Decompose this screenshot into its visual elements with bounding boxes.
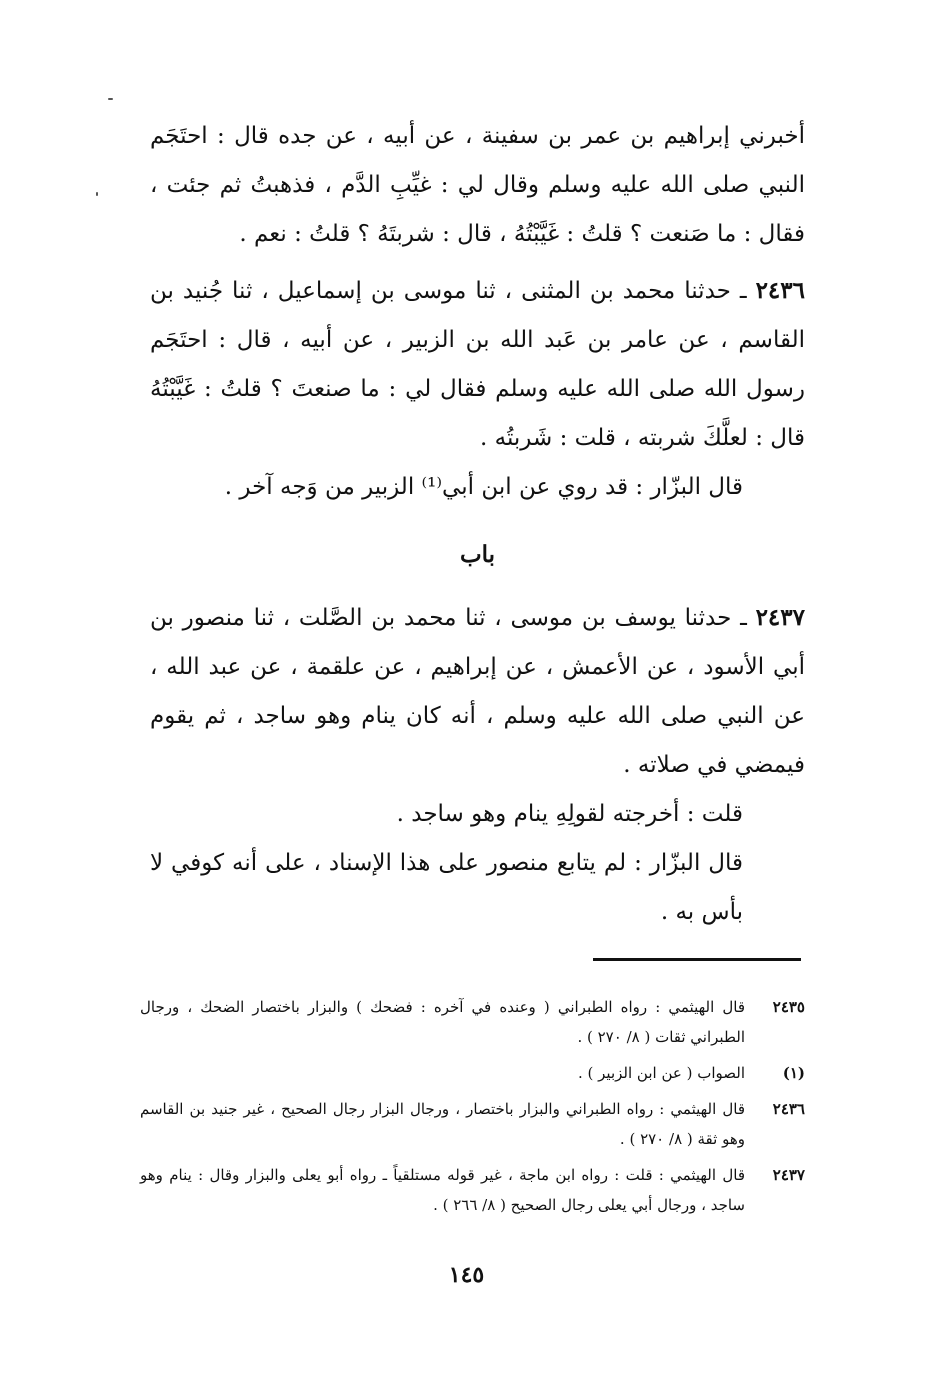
hadith-number: ٢٤٣٧	[755, 604, 805, 631]
paragraph-hadith-2436	[150, 266, 805, 463]
footnote-text: الصواب ( عن ابن الزبير ) .	[578, 1064, 745, 1082]
footnote	[140, 992, 805, 1052]
main-text	[150, 112, 805, 937]
footnote-label: ٢٤٣٦	[772, 1100, 805, 1118]
scan-speck	[108, 98, 113, 100]
bazzar-comment: قال البزّار : قد روي عن ابن أبي⁽¹⁾ الزبير من وَجه آخر .	[224, 474, 743, 500]
footnote	[140, 1058, 805, 1088]
footnote-label: (١)	[782, 1064, 805, 1082]
footnote-text: قال الهيثمي : رواه الطبراني والبزار باختصار ، ورجال البزار رجال الصحيح ، غير جنيد بن القاسم وهو ثقة ( ٨/ ٢٧٠ ) .	[140, 1100, 745, 1148]
footnote-label: ٢٤٣٥	[772, 998, 805, 1016]
paragraph-hadith-2435: أخبرني إبراهيم بن عمر بن سفينة ، عن أبيه ، عن جده قال : احتَجَم النبي صلى الله عليه وسلم وقال لي : غيِّبِ الدَّم ، فذهبتُ ثم جئت ، فقال : ما صَنعت ؟ قلتُ : غَيَّبْتُهُ ، قال : شربتَهُ ؟ قلتُ : نعم .	[150, 123, 805, 247]
footnotes	[140, 992, 805, 1226]
hadith-text: ـ حدثنا يوسف بن موسى ، ثنا محمد بن الصَّلت ، ثنا منصور بن أبي الأسود ، عن الأعمش ، عن إبراهيم ، عن علقمة ، عن عبد الله ، عن النبي صلى الله عليه وسلم ، أنه كان ينام وهو ساجد ، ثم يقوم فيمضي في صلاته .	[150, 605, 805, 778]
footnote	[140, 1094, 805, 1154]
hadith-text: ـ حدثنا محمد بن المثنى ، ثنا موسى بن إسماعيل ، ثنا جُنيد بن القاسم ، عن عامر بن عَبد الله بن الزبير ، عن أبيه ، قال : احتَجَم رسول الله صلى الله عليه وسلم فقال لي : ما صنعتَ ؟ قلتُ : غَيَّبْتُهُ قال : لعلَّكَ شربته ، قلت : شَربتُه .	[150, 278, 805, 451]
paragraph-hadith-2437	[150, 593, 805, 790]
footnote-separator	[593, 958, 801, 961]
bazzar-comment: قال البزّار : لم يتابع منصور على هذا الإسناد ، على أنه كوفي لا بأس به .	[150, 850, 743, 925]
footnote	[140, 1160, 805, 1220]
footnote-text: قال الهيثمي : رواه الطبراني ( وعنده في آخره : فضحك ) والبزار باختصار الضحك ، ورجال الطبراني ثقات ( ٨/ ٢٧٠ ) .	[140, 998, 745, 1046]
section-heading: باب	[459, 541, 496, 568]
scan-speck	[96, 192, 98, 196]
page-number: ١٤٥	[448, 1262, 485, 1288]
footnote-label: ٢٤٣٧	[772, 1166, 805, 1184]
footnote-text: قال الهيثمي : قلت : رواه ابن ماجة ، غير قوله مستلقياً ـ رواه أبو يعلى والبزار وقال : ينام وهو ساجد ، ورجال أبي يعلى رجال الصحيح ( ٨/ ٢٦٦ ) .	[140, 1166, 745, 1214]
author-note: قلت : أخرجته لقولِهِ ينام وهو ساجد .	[396, 801, 743, 827]
hadith-number: ٢٤٣٦	[755, 277, 805, 304]
